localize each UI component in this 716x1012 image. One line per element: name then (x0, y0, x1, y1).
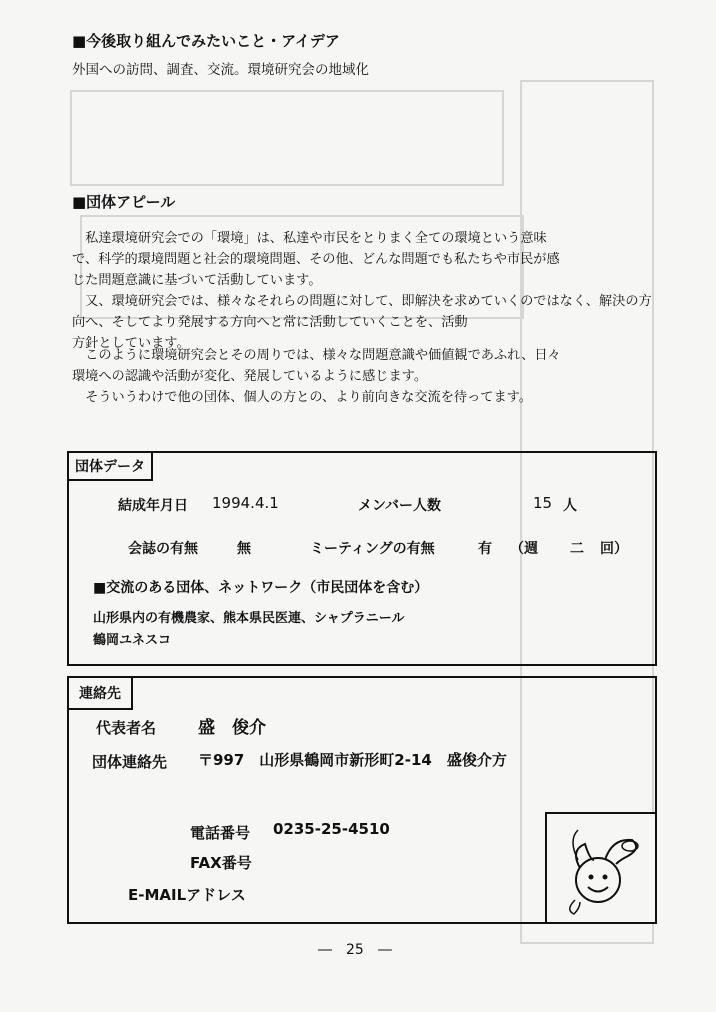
rep-value: 盛 俊介 (198, 718, 266, 738)
bleed-through-banner (70, 90, 504, 186)
meeting-freq-close: 回） (600, 541, 628, 557)
network-heading: ■交流のある団体、ネットワーク（市民団体を含む） (93, 580, 429, 596)
addr-label: 団体連絡先 (92, 753, 168, 771)
meeting-freq-open: （週 (510, 541, 538, 557)
appeal-line-8: そういうわけで他の団体、個人の方との、より前向きな交流を待ってます。 (72, 390, 532, 405)
appeal-line-2: で、科学的環境問題と社会的環境問題、その他、どんな問題でも私たちや市民が感 (72, 252, 560, 267)
members-label: メンバー人数 (358, 498, 442, 514)
appeal-line-6: このように環境研究会とその周りでは、様々な問題意識や価値観であふれ、日々 (72, 348, 561, 363)
appeal-heading: ■団体アピール (72, 193, 176, 211)
email-label: E-MAILアドレス (128, 886, 246, 904)
founded-value: 1994.4.1 (212, 494, 279, 512)
appeal-line-7: 環境への認識や活動が変化、発展しているように感じます。 (72, 369, 428, 384)
ideas-text: 外国への訪問、調査、交流。環境研究会の地域化 (72, 62, 369, 78)
phone-label: 電話番号 (190, 824, 251, 842)
ideas-heading: ■今後取り組んでみたいこと・アイデア (72, 32, 340, 50)
network-line-2: 鶴岡ユネスコ (93, 633, 172, 648)
phone-value: 0235-25-4510 (273, 820, 390, 838)
page-number: ― 25 ― (318, 942, 392, 958)
network-line-1: 山形県内の有機農家、熊本県民医連、シャプラニール (93, 611, 405, 626)
meeting-label: ミーティングの有無 (310, 541, 435, 557)
addr-value: 〒997 山形県鶴岡市新形町2-14 盛俊介方 (198, 751, 507, 769)
appeal-line-3: じた問題意識に基づいて活動しています。 (72, 273, 322, 288)
mascot-illustration-icon (550, 820, 650, 918)
meeting-value: 有 (478, 541, 492, 557)
members-value: 15 (533, 494, 553, 512)
appeal-line-4: 又、環境研究会では、様々なそれらの問題に対して、即解決を求めていくのではなく、解決の方向へ、そしてより発展する方向へと常に活動していくことを、活動 (72, 294, 652, 330)
appeal-line-1: 私達環境研究会での「環境」は、私達や市民をとりまく全ての環境という意味 (72, 231, 547, 246)
contact-tab: 連絡先 (67, 676, 133, 710)
fax-label: FAX番号 (190, 854, 252, 872)
appeal-line-5: 方針としています。 (72, 336, 190, 351)
bulletin-value: 無 (237, 541, 251, 557)
meeting-freq-num: 二 (570, 541, 584, 557)
members-unit: 人 (563, 498, 577, 514)
rep-label: 代表者名 (96, 719, 157, 737)
founded-label: 結成年月日 (118, 498, 188, 514)
group-data-tab: 団体データ (67, 451, 153, 481)
bulletin-label: 会誌の有無 (128, 541, 198, 557)
